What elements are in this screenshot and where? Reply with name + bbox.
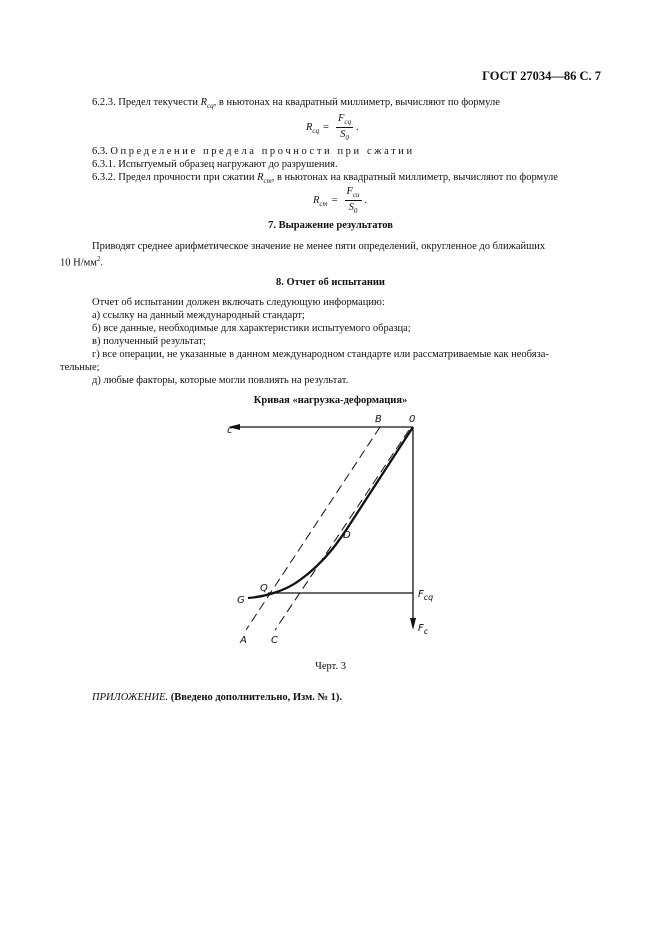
- label-o: 0: [409, 414, 416, 425]
- figure-caption: Черт. 3: [315, 661, 346, 672]
- paragraph-6-2-3: 6.2.3. Предел текучести $R_{cq}$, в ньютонах на квадратный миллиметр, вычисляют по формуле: [92, 97, 500, 111]
- label-d: D: [343, 530, 351, 541]
- list-item-cont: тельные;: [60, 362, 100, 373]
- appendix-note: ПРИЛОЖЕНИЕ. (Введено дополнительно, Изм. № 1).: [92, 692, 343, 703]
- paragraph-6-3-1: 6.3.1. Испытуемый образец нагружают до разрушения.: [92, 159, 338, 170]
- list-item: в) полученный результат;: [92, 336, 206, 347]
- load-deformation-curve: [248, 427, 413, 598]
- label-fcq: $F_{cq}$: [418, 589, 434, 602]
- formula-rcq: $R_{cq}$ = $\frac{F_{cq}}{S_0}$ .: [306, 113, 359, 143]
- label-c-upper: C: [271, 635, 278, 646]
- section-7-text-cont: 10 $Н/мм^2$.: [60, 255, 104, 269]
- section-7-text: Приводят среднее арифметическое значение не менее пяти определений, округленное до ближайших: [92, 241, 546, 252]
- list-item: а) ссылку на данный международный стандарт;: [92, 310, 305, 321]
- heading-6-3: 6.3. Определение предела прочности при сжатии: [92, 146, 415, 157]
- page-header: ГОСТ 27034—86 С. 7: [482, 69, 601, 83]
- section-8-title: 8. Отчет об испытании: [276, 277, 385, 288]
- section-7-title: 7. Выражение результатов: [268, 220, 393, 231]
- formula-rcm: $R_{cm}$ = $\frac{F_{cu}}{S_0}$ .: [313, 186, 368, 216]
- label-c: c: [227, 425, 233, 436]
- dashed-line-oc: [275, 430, 409, 630]
- list-item: б) все данные, необходимые для характеристики испытуемого образца;: [92, 323, 411, 334]
- paragraph-6-3-2: 6.3.2. Предел прочности при сжатии $R_{cm}$, в ньютонах на квадратный миллиметр, вычисляют по формуле: [92, 172, 558, 186]
- label-fc: $F_c$: [418, 623, 429, 636]
- label-q: Q: [260, 583, 268, 594]
- list-item: г) все операции, не указанные в данном международном стандарте или рассматриваемые как необяза-: [92, 349, 549, 360]
- label-a: A: [240, 635, 247, 646]
- figure-title: Кривая «нагрузка-деформация»: [253, 395, 408, 406]
- label-b: B: [375, 414, 382, 425]
- dashed-line-ab: [246, 427, 380, 630]
- label-g: G: [237, 595, 245, 606]
- arrow-down-icon: [410, 618, 416, 630]
- section-8-intro: Отчет об испытании должен включать следующую информацию:: [92, 297, 385, 308]
- list-item: д) любые факторы, которые могли повлиять на результат.: [92, 375, 349, 386]
